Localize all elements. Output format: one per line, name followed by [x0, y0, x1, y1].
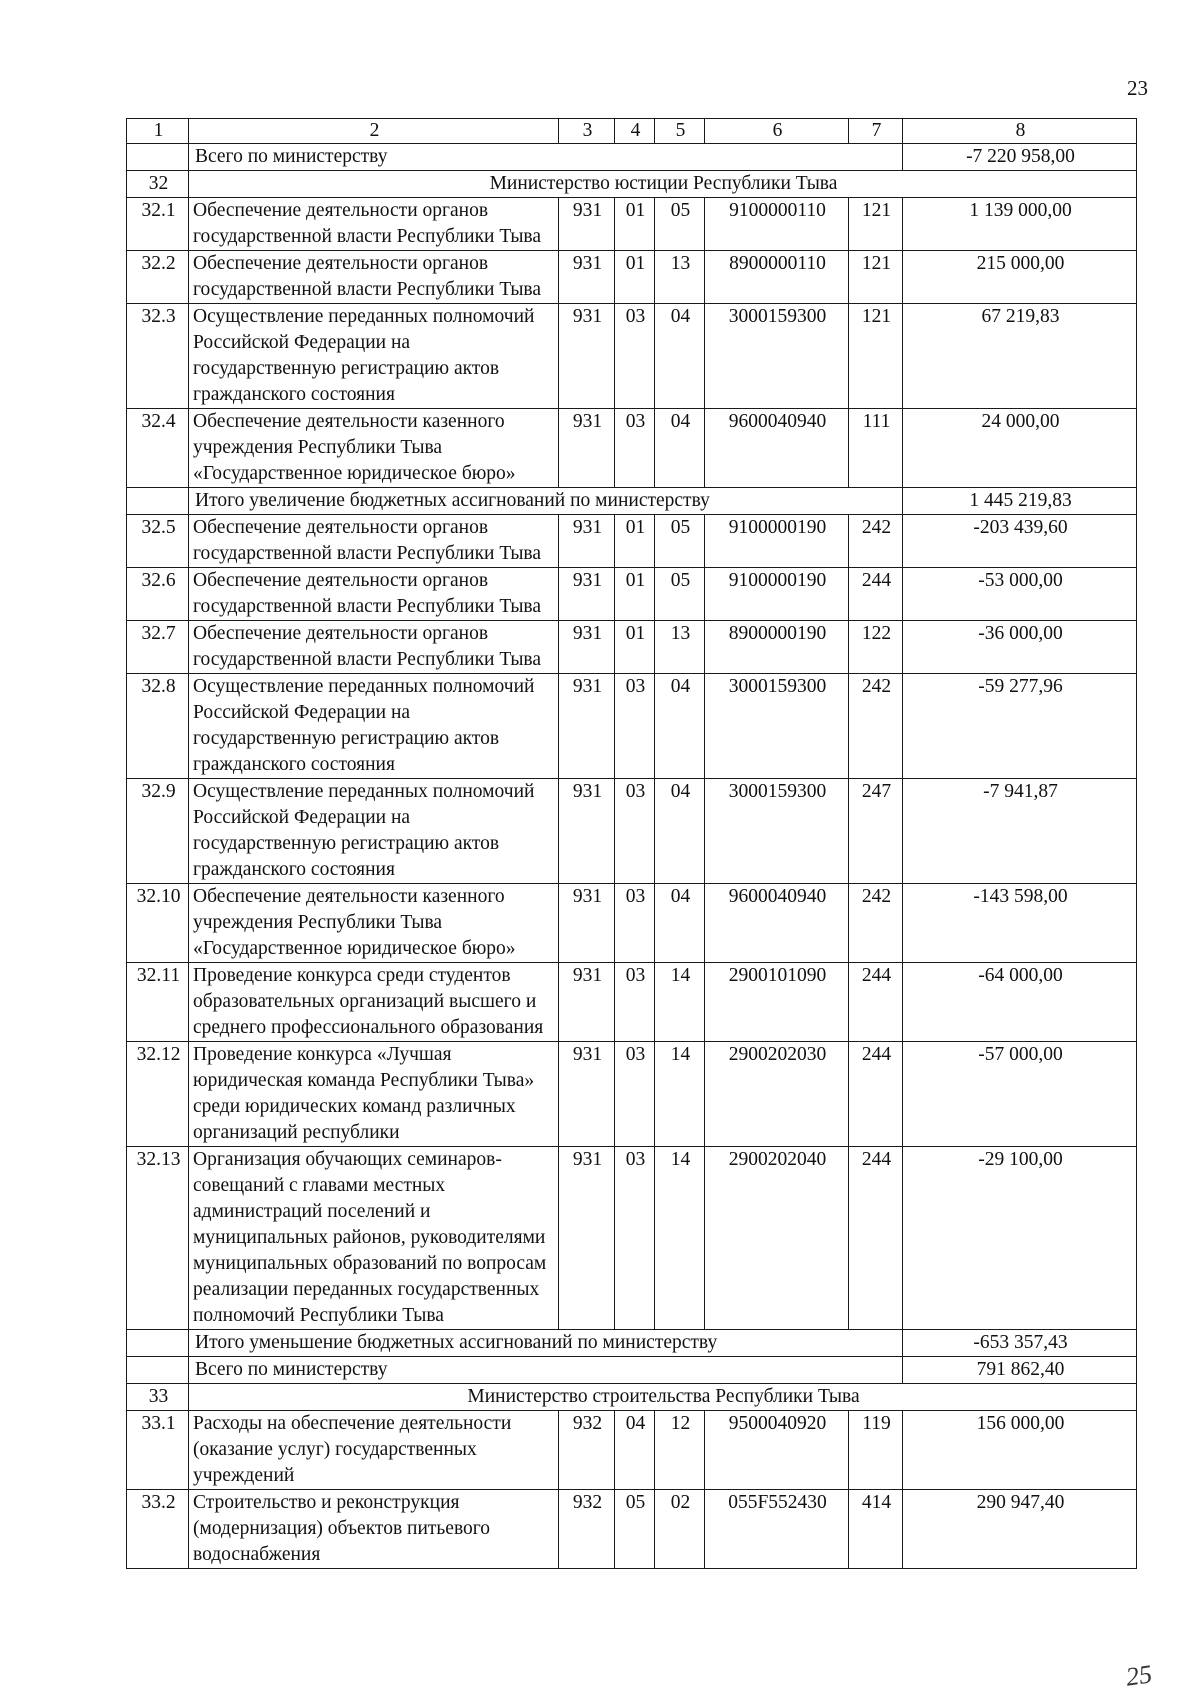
expense-type-code: 119 — [849, 1411, 903, 1490]
expense-name: Проведение конкурса «Лучшая юридическая команда Республики Тыва» среди юридических команд различных организаций республики — [189, 1042, 559, 1147]
subsection-code: 05 — [655, 198, 705, 251]
section-code: 03 — [615, 884, 655, 963]
row-number: 32.8 — [127, 674, 189, 779]
amount: 290 947,40 — [903, 1490, 1137, 1569]
target-article-code: 9100000110 — [705, 198, 849, 251]
subsection-code: 13 — [655, 621, 705, 674]
total-row — [127, 1330, 1137, 1357]
ministry-code: 931 — [559, 884, 615, 963]
column-header: 8 — [903, 119, 1137, 144]
ministry-code: 931 — [559, 568, 615, 621]
subsection-code: 14 — [655, 1042, 705, 1147]
amount: 67 219,83 — [903, 304, 1137, 409]
target-article-code: 8900000190 — [705, 621, 849, 674]
section-code: 03 — [615, 1042, 655, 1147]
ministry-code: 932 — [559, 1490, 615, 1569]
section-header-row — [127, 1384, 1137, 1411]
table-row — [127, 963, 1137, 1042]
expense-type-code: 414 — [849, 1490, 903, 1569]
subsection-code: 05 — [655, 568, 705, 621]
section-code: 01 — [615, 568, 655, 621]
expense-type-code: 244 — [849, 568, 903, 621]
table-row — [127, 884, 1137, 963]
section-number: 33 — [127, 1384, 189, 1411]
expense-name: Обеспечение деятельности органов государственной власти Республики Тыва — [189, 198, 559, 251]
page-number: 23 — [1127, 76, 1148, 100]
amount: -29 100,00 — [903, 1147, 1137, 1330]
amount: -143 598,00 — [903, 884, 1137, 963]
ministry-code: 931 — [559, 963, 615, 1042]
table-row — [127, 409, 1137, 488]
amount: -7 941,87 — [903, 779, 1137, 884]
expense-type-code: 244 — [849, 963, 903, 1042]
target-article-code: 2900101090 — [705, 963, 849, 1042]
expense-name: Обеспечение деятельности казенного учреждения Республики Тыва «Государственное юридическое бюро» — [189, 409, 559, 488]
expense-type-code: 111 — [849, 409, 903, 488]
section-number: 32 — [127, 171, 189, 198]
expense-type-code: 121 — [849, 304, 903, 409]
row-number: 32.3 — [127, 304, 189, 409]
table-row — [127, 251, 1137, 304]
column-header: 7 — [849, 119, 903, 144]
expense-type-code: 242 — [849, 884, 903, 963]
amount: -57 000,00 — [903, 1042, 1137, 1147]
expense-name: Обеспечение деятельности органов государственной власти Республики Тыва — [189, 568, 559, 621]
subsection-code: 04 — [655, 409, 705, 488]
section-code: 03 — [615, 304, 655, 409]
subsection-code: 02 — [655, 1490, 705, 1569]
target-article-code: 9600040940 — [705, 409, 849, 488]
row-number: 33.1 — [127, 1411, 189, 1490]
total-amount: 791 862,40 — [903, 1357, 1137, 1384]
expense-type-code: 122 — [849, 621, 903, 674]
expense-type-code: 242 — [849, 674, 903, 779]
section-code: 03 — [615, 1147, 655, 1330]
total-label: Всего по министерству — [189, 144, 903, 171]
empty-cell — [127, 1357, 189, 1384]
expense-name: Организация обучающих семинаров-совещаний с главами местных администраций поселений и муниципальных районов, руководителями муниципальных образований по вопросам реализации переданных государственных полномочий Республики Тыва — [189, 1147, 559, 1330]
ministry-code: 931 — [559, 409, 615, 488]
expense-name: Осуществление переданных полномочий Российской Федерации на государственную регистрацию актов гражданского состояния — [189, 304, 559, 409]
ministry-code: 932 — [559, 1411, 615, 1490]
section-code: 03 — [615, 963, 655, 1042]
subsection-code: 14 — [655, 1147, 705, 1330]
expense-name: Обеспечение деятельности органов государственной власти Республики Тыва — [189, 515, 559, 568]
section-title: Министерство юстиции Республики Тыва — [189, 171, 1137, 198]
section-header-row — [127, 171, 1137, 198]
table-row — [127, 568, 1137, 621]
empty-cell — [127, 1330, 189, 1357]
subsection-code: 04 — [655, 674, 705, 779]
ministry-code: 931 — [559, 304, 615, 409]
row-number: 32.4 — [127, 409, 189, 488]
amount: -53 000,00 — [903, 568, 1137, 621]
subsection-code: 14 — [655, 963, 705, 1042]
subsection-code: 04 — [655, 779, 705, 884]
column-header: 1 — [127, 119, 189, 144]
total-row — [127, 144, 1137, 171]
ministry-code: 931 — [559, 1147, 615, 1330]
table-row — [127, 198, 1137, 251]
table-row — [127, 1042, 1137, 1147]
amount: -59 277,96 — [903, 674, 1137, 779]
amount: -64 000,00 — [903, 963, 1137, 1042]
target-article-code: 9100000190 — [705, 568, 849, 621]
subsection-code: 05 — [655, 515, 705, 568]
ministry-code: 931 — [559, 779, 615, 884]
empty-cell — [127, 144, 189, 171]
column-header: 5 — [655, 119, 705, 144]
table-row — [127, 1490, 1137, 1569]
section-code: 01 — [615, 515, 655, 568]
section-code: 01 — [615, 251, 655, 304]
target-article-code: 3000159300 — [705, 304, 849, 409]
ministry-code: 931 — [559, 198, 615, 251]
budget-table — [126, 118, 1137, 1569]
target-article-code: 8900000110 — [705, 251, 849, 304]
section-code: 03 — [615, 779, 655, 884]
row-number: 32.10 — [127, 884, 189, 963]
target-article-code: 3000159300 — [705, 779, 849, 884]
handwritten-page-mark: 25 — [1124, 1659, 1154, 1692]
table-row — [127, 779, 1137, 884]
amount: 215 000,00 — [903, 251, 1137, 304]
ministry-code: 931 — [559, 251, 615, 304]
expense-type-code: 244 — [849, 1042, 903, 1147]
subsection-code: 04 — [655, 304, 705, 409]
ministry-code: 931 — [559, 674, 615, 779]
row-number: 32.11 — [127, 963, 189, 1042]
total-label: Итого увеличение бюджетных ассигнований по министерству — [189, 488, 903, 515]
expense-name: Обеспечение деятельности органов государственной власти Республики Тыва — [189, 251, 559, 304]
total-label: Всего по министерству — [189, 1357, 903, 1384]
row-number: 32.9 — [127, 779, 189, 884]
section-code: 03 — [615, 674, 655, 779]
expense-type-code: 121 — [849, 251, 903, 304]
expense-name: Строительство и реконструкция (модернизация) объектов питьевого водоснабжения — [189, 1490, 559, 1569]
target-article-code: 9600040940 — [705, 884, 849, 963]
total-row — [127, 1357, 1137, 1384]
section-code: 01 — [615, 198, 655, 251]
target-article-code: 3000159300 — [705, 674, 849, 779]
table-row — [127, 674, 1137, 779]
expense-name: Обеспечение деятельности казенного учреждения Республики Тыва «Государственное юридическое бюро» — [189, 884, 559, 963]
target-article-code: 055F552430 — [705, 1490, 849, 1569]
section-code: 03 — [615, 409, 655, 488]
table-row — [127, 1411, 1137, 1490]
target-article-code: 9100000190 — [705, 515, 849, 568]
ministry-code: 931 — [559, 1042, 615, 1147]
expense-type-code: 247 — [849, 779, 903, 884]
table-row — [127, 621, 1137, 674]
expense-type-code: 244 — [849, 1147, 903, 1330]
table-row — [127, 1147, 1137, 1330]
row-number: 32.5 — [127, 515, 189, 568]
amount: 24 000,00 — [903, 409, 1137, 488]
expense-name: Обеспечение деятельности органов государственной власти Республики Тыва — [189, 621, 559, 674]
subsection-code: 12 — [655, 1411, 705, 1490]
ministry-code: 931 — [559, 515, 615, 568]
row-number: 32.7 — [127, 621, 189, 674]
table-row — [127, 515, 1137, 568]
subsection-code: 04 — [655, 884, 705, 963]
subsection-code: 13 — [655, 251, 705, 304]
ministry-code: 931 — [559, 621, 615, 674]
column-header: 3 — [559, 119, 615, 144]
amount: 156 000,00 — [903, 1411, 1137, 1490]
expense-type-code: 121 — [849, 198, 903, 251]
expense-type-code: 242 — [849, 515, 903, 568]
amount: 1 139 000,00 — [903, 198, 1137, 251]
section-code: 05 — [615, 1490, 655, 1569]
target-article-code: 2900202040 — [705, 1147, 849, 1330]
row-number: 32.13 — [127, 1147, 189, 1330]
expense-name: Осуществление переданных полномочий Российской Федерации на государственную регистрацию актов гражданского состояния — [189, 674, 559, 779]
total-amount: 1 445 219,83 — [903, 488, 1137, 515]
row-number: 33.2 — [127, 1490, 189, 1569]
table-row — [127, 304, 1137, 409]
section-code: 04 — [615, 1411, 655, 1490]
row-number: 32.1 — [127, 198, 189, 251]
total-row — [127, 488, 1137, 515]
column-header: 2 — [189, 119, 559, 144]
column-header: 4 — [615, 119, 655, 144]
row-number: 32.2 — [127, 251, 189, 304]
amount: -203 439,60 — [903, 515, 1137, 568]
amount: -36 000,00 — [903, 621, 1137, 674]
row-number: 32.6 — [127, 568, 189, 621]
target-article-code: 2900202030 — [705, 1042, 849, 1147]
target-article-code: 9500040920 — [705, 1411, 849, 1490]
expense-name: Осуществление переданных полномочий Российской Федерации на государственную регистрацию актов гражданского состояния — [189, 779, 559, 884]
section-title: Министерство строительства Республики Тыва — [189, 1384, 1137, 1411]
table-body — [127, 119, 1137, 1569]
expense-name: Расходы на обеспечение деятельности (оказание услуг) государственных учреждений — [189, 1411, 559, 1490]
column-header-row — [127, 119, 1137, 144]
section-code: 01 — [615, 621, 655, 674]
empty-cell — [127, 488, 189, 515]
total-amount: -653 357,43 — [903, 1330, 1137, 1357]
total-amount: -7 220 958,00 — [903, 144, 1137, 171]
row-number: 32.12 — [127, 1042, 189, 1147]
column-header: 6 — [705, 119, 849, 144]
expense-name: Проведение конкурса среди студентов образовательных организаций высшего и среднего профессионального образования — [189, 963, 559, 1042]
total-label: Итого уменьшение бюджетных ассигнований по министерству — [189, 1330, 903, 1357]
